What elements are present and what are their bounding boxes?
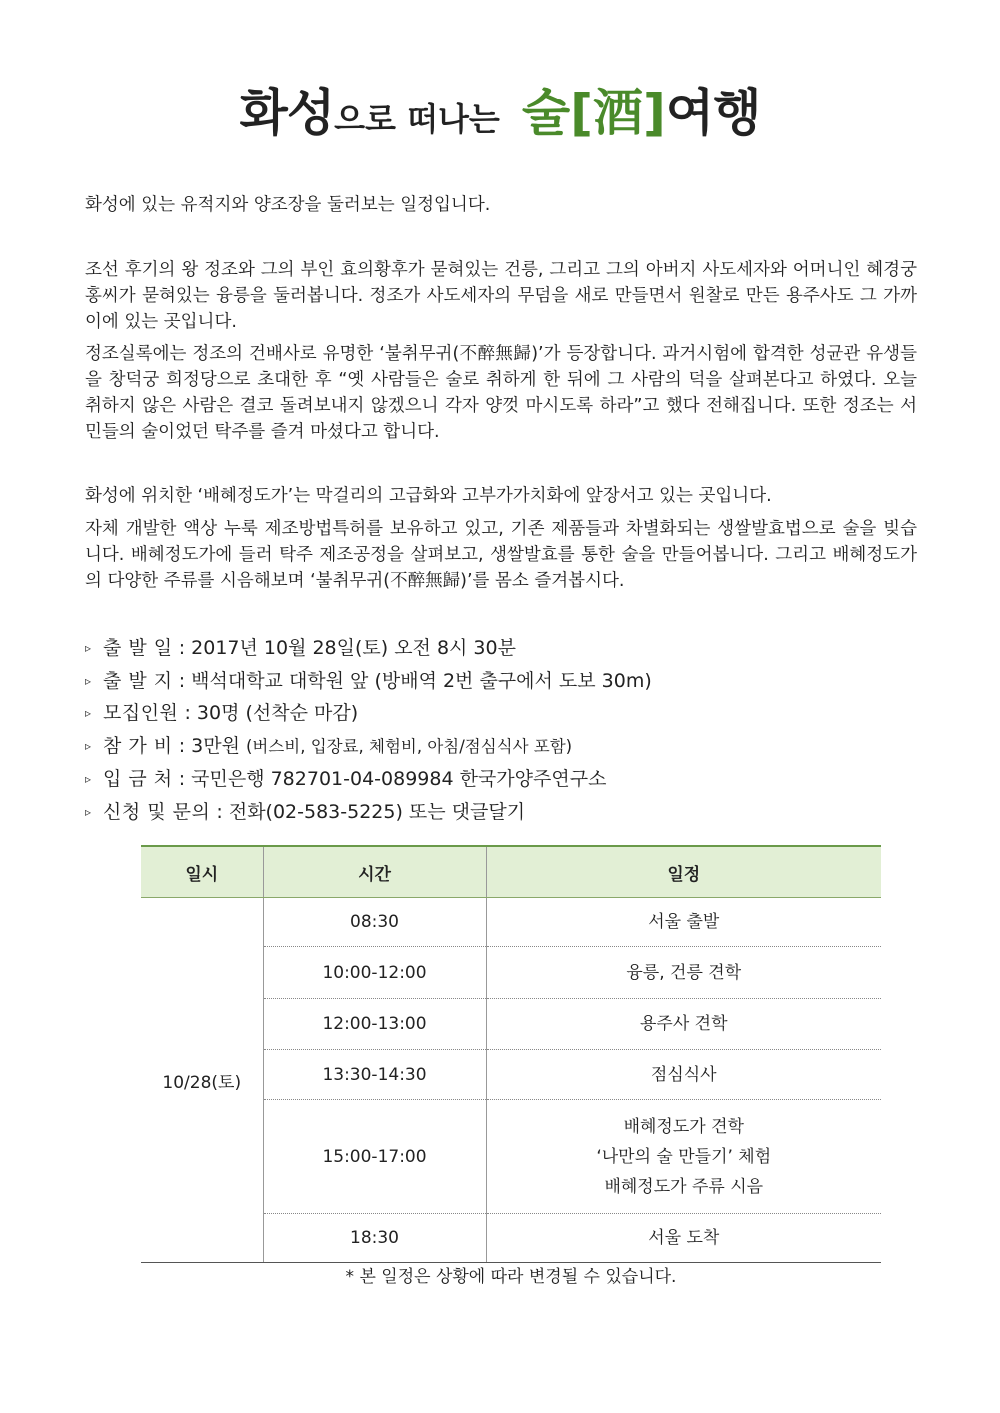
info-contact: ▹ 신청 및 문의 : 전화(02-583-5225) 또는 댓글달기 [85,796,917,829]
triangle-bullet-icon: ▹ [85,673,92,688]
title-part-hwaseong: 화성 [239,84,335,142]
intro-paragraph: 화성에 있는 유적지와 양조장을 둘러보는 일정입니다. [85,195,491,215]
event-cell: 융릉, 건릉 견학 [486,947,881,999]
event-cell: 서울 출발 [486,898,881,947]
time-cell: 18:30 [263,1214,486,1263]
schedule-table [141,845,881,1263]
event-cell: 서울 도착 [486,1214,881,1263]
schedule-note: * 본 일정은 상황에 따라 변경될 수 있습니다. [345,1267,677,1287]
info-departure-place: ▹ 출 발 지 : 백석대학교 대학원 앞 (방배역 2번 출구에서 도보 30m) [85,665,917,698]
brewery-intro-paragraph: 화성에 위치한 ‘배혜정도가’는 막걸리의 고급화와 고부가가치화에 앞장서고 있는 곳입니다. [85,486,772,506]
brewery-detail-paragraph: 자체 개발한 액상 누룩 제조방법특허를 보유하고 있고, 기존 제품들과 차별화되는 생쌀발효법으로 술을 빚습니다. 배혜정도가에 들러 탁주 제조공정을 살펴보고, 생쌀발효를 통한 술을 만들어봅니다. 그리고 배혜정도가의 다양한 주류를 시음해보며 ‘불취무귀(不醉無歸)’를 몸소 즐겨봅시다. [85,519,917,591]
table-row [141,898,881,947]
header-date: 일시 [141,846,263,898]
time-cell: 13:30-14:30 [263,1050,486,1100]
info-fee: ▹ 참 가 비 : 3만원 (버스비, 입장료, 체험비, 아침/점심식사 포함) [85,730,917,764]
title-part-yeohaeng: 여행 [665,84,761,142]
time-cell: 08:30 [263,898,486,947]
time-cell: 15:00-17:00 [263,1100,486,1214]
history-paragraph: 조선 후기의 왕 정조와 그의 부인 효의황후가 묻혀있는 건릉, 그리고 그의 아버지 사도세자와 어머니인 혜경궁 홍씨가 묻혀있는 융릉을 둘러봅니다. 정조가 사도세자의 무덤을 새로 만들면서 원찰로 만든 용주사도 그 가까이에 있는 곳입니다. [85,260,917,332]
header-itinerary: 일정 [486,846,881,898]
table-header-row [141,846,881,898]
triangle-bullet-icon: ▹ [85,804,92,819]
event-cell: 점심식사 [486,1050,881,1100]
triangle-bullet-icon: ▹ [85,641,92,655]
event-cell: 배혜정도가 견학 ‘나만의 술 만들기’ 체험 배혜정도가 주류 시음 [486,1100,881,1214]
title-part-sul: 술[酒] [521,84,666,142]
title-part-euro: 으로 떠나는 [334,100,500,138]
event-info-list [85,632,917,829]
header-time: 시간 [263,846,486,898]
date-cell: 10/28(토) [141,898,263,1263]
time-cell: 12:00-13:00 [263,999,486,1050]
triangle-bullet-icon: ▹ [85,738,92,753]
page-title [0,86,1000,141]
triangle-bullet-icon: ▹ [85,706,92,721]
triangle-bullet-icon: ▹ [85,772,92,787]
info-payment-account: ▹ 입 금 처 : 국민은행 782701-04-089984 한국가양주연구소 [85,763,917,796]
event-cell: 용주사 견학 [486,999,881,1050]
sillok-paragraph: 정조실록에는 정조의 건배사로 유명한 ‘불취무귀(不醉無歸)’가 등장합니다. 과거시험에 합격한 성균관 유생들을 창덕궁 희정당으로 초대한 후 “옛 사람들은 술로 취하게 한 뒤에 그 사람의 덕을 살펴본다고 하였다. 오늘 취하지 않은 사람은 결코 돌려보내지 않겠으니 각자 양껏 마시도록 하라”고 했다 전해집니다. 또한 정조는 서민들의 술이었던 탁주를 즐겨 마셨다고 합니다. [85,344,917,442]
time-cell: 10:00-12:00 [263,947,486,999]
info-capacity: ▹ 모집인원 : 30명 (선착순 마감) [85,697,917,730]
info-departure-date: ▹ 출 발 일 : 2017년 10월 28일(토) 오전 8시 30분 [85,632,917,665]
